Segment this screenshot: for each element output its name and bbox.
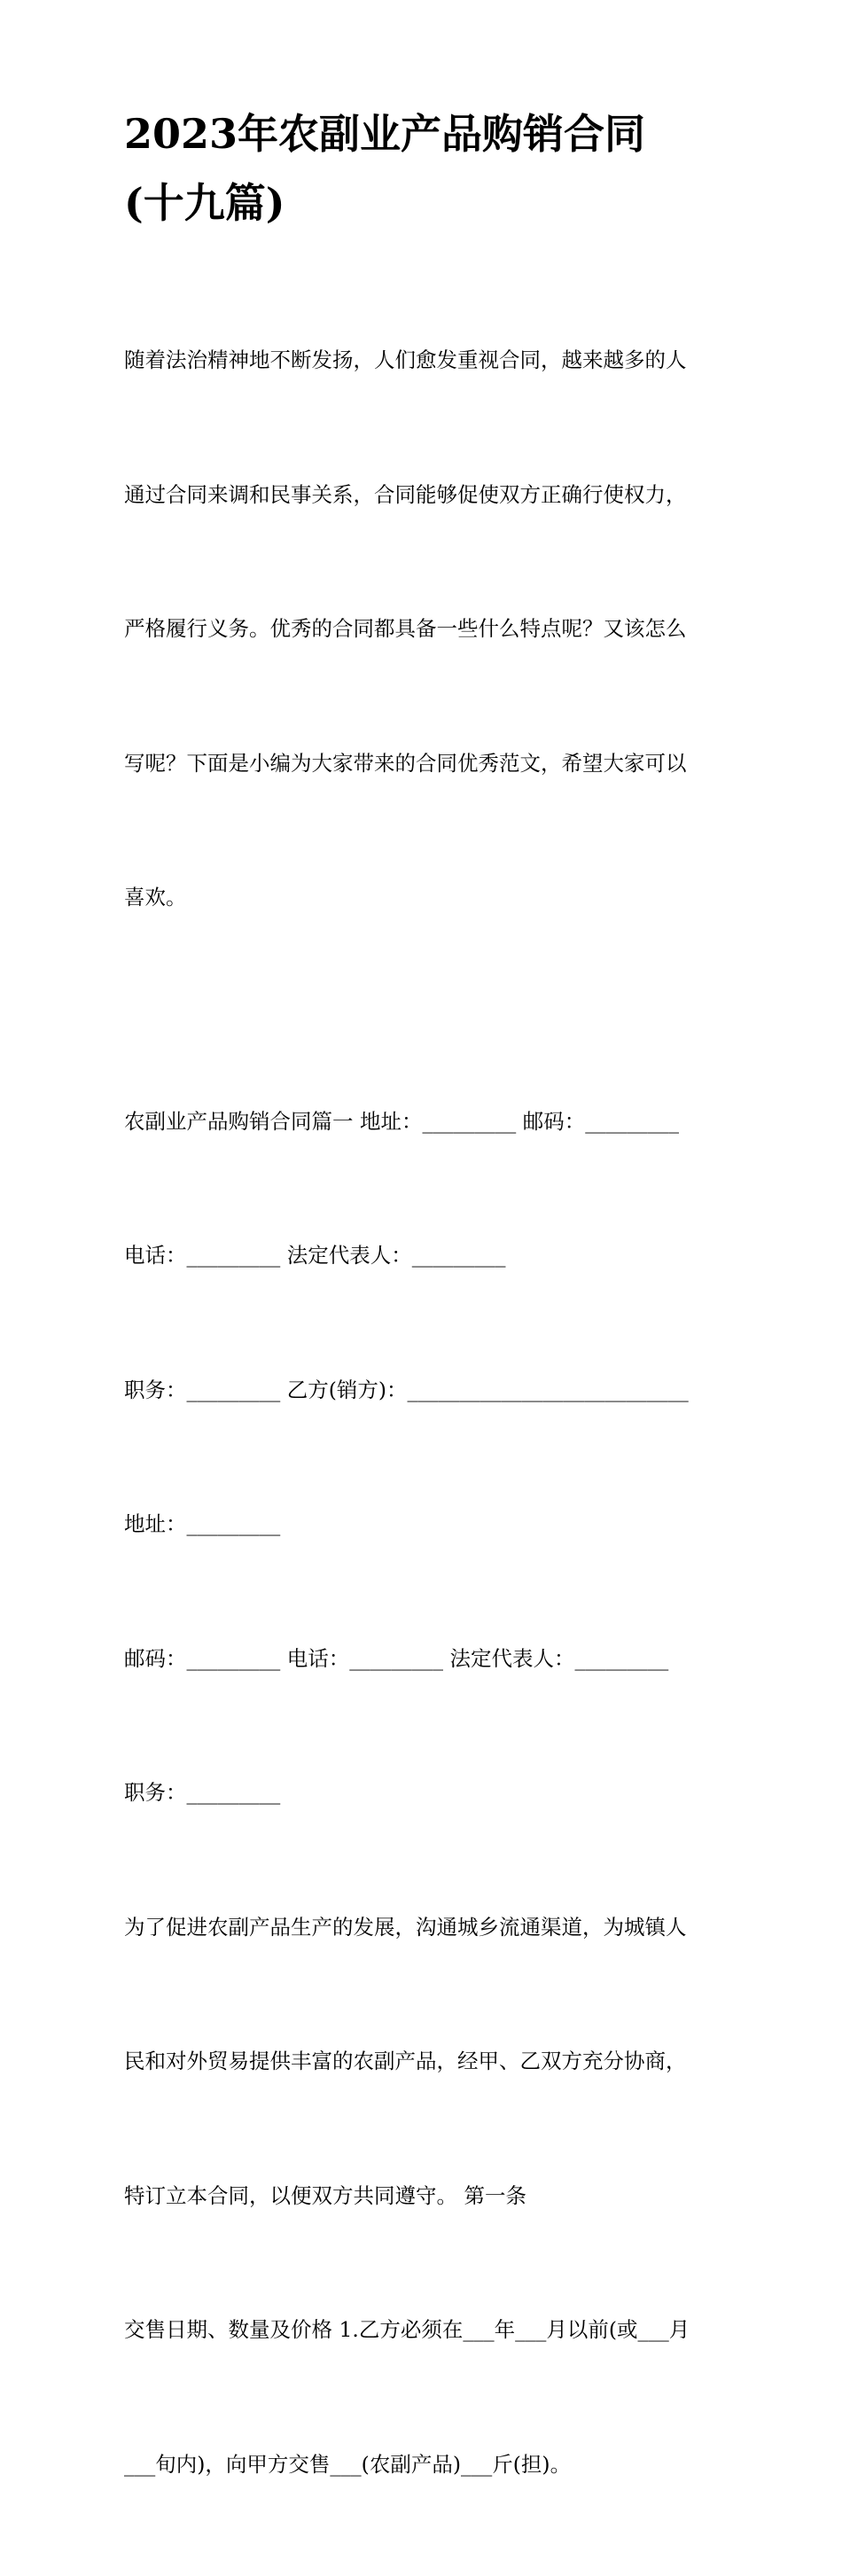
contract-line-party-a-address: 农副业产品购销合同篇一 地址：_________ 邮码：_________ xyxy=(124,1099,727,1144)
contract-line-party-b-address: 地址：_________ xyxy=(124,1502,727,1547)
contract-line-preamble-2: 民和对外贸易提供丰富的农副产品，经甲、乙双方充分协商， xyxy=(124,2039,727,2084)
intro-line: 严格履行义务。优秀的合同都具备一些什么特点呢？又该怎么 xyxy=(124,606,727,652)
intro-line: 写呢？下面是小编为大家带来的合同优秀范文，希望大家可以 xyxy=(124,741,727,786)
contract-line-party-b: 职务：_________ 乙方(销方)：___________________________ xyxy=(124,1368,727,1413)
contract-line-party-b-title: 职务：_________ xyxy=(124,1770,727,1815)
document-page xyxy=(124,99,727,2576)
contract-line-preamble-3: 特订立本合同，以便双方共同遵守。 第一条 xyxy=(124,2174,727,2219)
contract-line-article-1-cont: ___旬内)，向甲方交售___(农副产品)___斤(担)。 xyxy=(124,2442,727,2487)
intro-line: 喜欢。 xyxy=(124,875,727,920)
title-line-1: 2023年农副业产品购销合同 xyxy=(124,99,727,168)
contract-line-party-b-contact: 邮码：_________ 电话：_________ 法定代表人：_________ xyxy=(124,1636,727,1682)
contract-line-preamble-1: 为了促进农副产品生产的发展，沟通城乡流通渠道，为城镇人 xyxy=(124,1905,727,1950)
contract-body xyxy=(124,1010,727,2576)
intro-paragraph xyxy=(124,248,727,1010)
document-title xyxy=(124,99,727,238)
title-line-2: (十九篇) xyxy=(124,168,727,238)
contract-line-article-1: 交售日期、数量及价格 1.乙方必须在___年___月以前(或___月 xyxy=(124,2307,727,2353)
intro-line: 通过合同来调和民事关系，合同能够促使双方正确行使权力， xyxy=(124,472,727,518)
contract-line-party-a-phone: 电话：_________ 法定代表人：_________ xyxy=(124,1233,727,1278)
intro-line: 随着法治精神地不断发扬，人们愈发重视合同，越来越多的人 xyxy=(124,338,727,383)
